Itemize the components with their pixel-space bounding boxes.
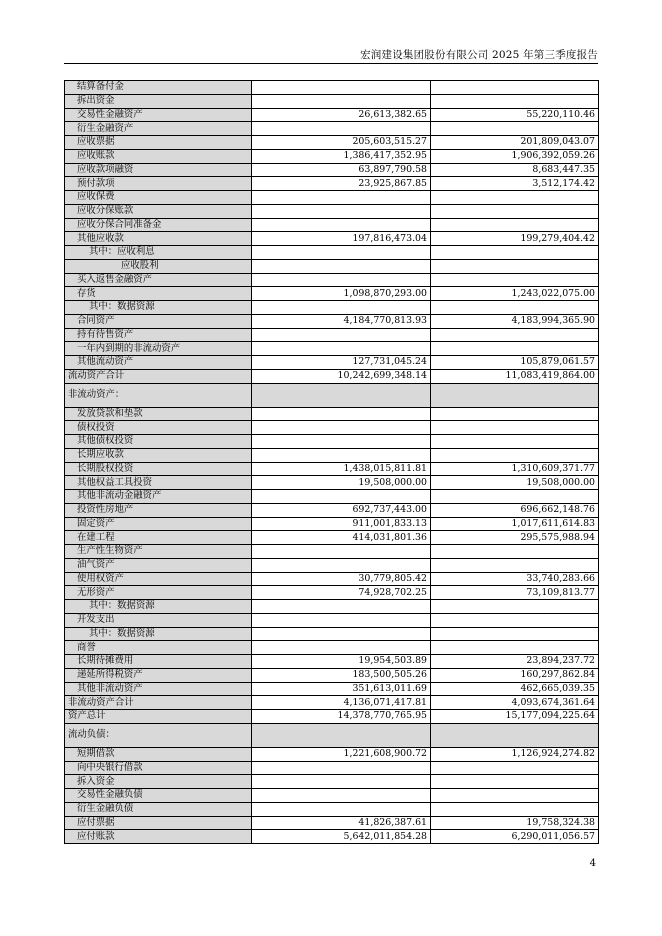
table-row	[65, 259, 599, 273]
table-row	[65, 204, 599, 218]
table-row	[65, 816, 599, 830]
row-label: 长期应收款	[65, 448, 252, 462]
row-label: 其他应收款	[65, 232, 252, 246]
row-value-current	[252, 627, 431, 641]
row-label: 开发支出	[65, 613, 252, 627]
row-value-prior	[431, 641, 599, 655]
row-value-prior: 1,906,392,059.26	[431, 149, 599, 163]
row-value-prior	[431, 383, 599, 407]
row-value-current	[252, 191, 431, 205]
table-row	[65, 545, 599, 559]
row-label: 其他权益工具投资	[65, 476, 252, 490]
row-label: 短期借款	[65, 747, 252, 761]
table-row	[65, 531, 599, 545]
row-value-prior	[431, 761, 599, 775]
table-row	[65, 383, 599, 407]
row-value-current: 4,184,770,813.93	[252, 314, 431, 328]
row-label: 债权投资	[65, 421, 252, 435]
row-value-prior: 1,310,609,371.77	[431, 462, 599, 476]
row-label: 应收分保合同准备金	[65, 218, 252, 232]
row-label: 应收保费	[65, 191, 252, 205]
row-label: 存货	[65, 287, 252, 301]
row-label: 固定资产	[65, 517, 252, 531]
row-value-current	[252, 328, 431, 342]
row-value-prior	[431, 273, 599, 287]
table-row	[65, 476, 599, 490]
row-label: 合同资产	[65, 314, 252, 328]
row-value-current: 63,897,790.58	[252, 163, 431, 177]
table-row	[65, 191, 599, 205]
row-label: 预付款项	[65, 177, 252, 191]
row-value-current	[252, 613, 431, 627]
row-value-prior: 462,665,039.35	[431, 682, 599, 696]
row-value-prior	[431, 342, 599, 356]
row-value-prior	[431, 789, 599, 803]
row-value-current: 197,816,473.04	[252, 232, 431, 246]
row-label: 流动负债：	[65, 723, 252, 747]
header-divider	[64, 63, 598, 64]
row-value-prior	[431, 723, 599, 747]
row-value-prior: 19,758,324.38	[431, 816, 599, 830]
row-value-current	[252, 342, 431, 356]
row-value-current	[252, 448, 431, 462]
table-row	[65, 273, 599, 287]
table-row	[65, 94, 599, 108]
row-value-current: 19,954,503.89	[252, 655, 431, 669]
row-value-current	[252, 490, 431, 504]
row-value-current	[252, 641, 431, 655]
row-value-prior: 160,297,862.84	[431, 668, 599, 682]
row-value-prior	[431, 407, 599, 421]
table-row	[65, 586, 599, 600]
table-row	[65, 177, 599, 191]
row-value-prior: 295,575,988.94	[431, 531, 599, 545]
row-value-prior	[431, 802, 599, 816]
row-value-current	[252, 273, 431, 287]
row-label: 持有待售资产	[65, 328, 252, 342]
row-value-current: 74,928,702.25	[252, 586, 431, 600]
row-value-prior	[431, 94, 599, 108]
table-row	[65, 246, 599, 260]
row-label: 发放贷款和垫款	[65, 407, 252, 421]
row-label: 资产总计	[65, 710, 252, 724]
table-row	[65, 517, 599, 531]
row-value-current	[252, 600, 431, 614]
row-label: 应收票据	[65, 136, 252, 150]
row-label: 拆出资金	[65, 94, 252, 108]
row-value-prior	[431, 775, 599, 789]
row-value-current	[252, 421, 431, 435]
row-value-current: 26,613,382.65	[252, 108, 431, 122]
row-label: 其中：数据资源	[65, 627, 252, 641]
row-value-prior: 8,683,447.35	[431, 163, 599, 177]
row-value-prior: 4,093,674,361.64	[431, 696, 599, 710]
table-row	[65, 81, 599, 95]
page-number: 4	[589, 858, 596, 869]
row-label: 其他流动资产	[65, 356, 252, 370]
row-label: 买入返售金融资产	[65, 273, 252, 287]
table-row	[65, 696, 599, 710]
row-label: 其他非流动资产	[65, 682, 252, 696]
table-row	[65, 789, 599, 803]
row-value-prior: 696,662,148.76	[431, 503, 599, 517]
row-value-prior: 73,109,813.77	[431, 586, 599, 600]
row-value-prior	[431, 301, 599, 315]
row-label: 向中央银行借款	[65, 761, 252, 775]
row-value-prior	[431, 490, 599, 504]
row-value-prior	[431, 81, 599, 95]
row-label: 其中：应收利息	[65, 246, 252, 260]
table-row	[65, 407, 599, 421]
row-value-prior: 4,183,994,365.90	[431, 314, 599, 328]
row-value-prior	[431, 218, 599, 232]
table-row	[65, 218, 599, 232]
row-value-current: 1,438,015,811.81	[252, 462, 431, 476]
row-value-current	[252, 789, 431, 803]
row-value-current: 183,500,505.26	[252, 668, 431, 682]
row-value-current: 1,098,870,293.00	[252, 287, 431, 301]
table-row	[65, 163, 599, 177]
row-label: 一年内到期的非流动资产	[65, 342, 252, 356]
row-value-current	[252, 558, 431, 572]
table-row	[65, 342, 599, 356]
row-value-prior	[431, 435, 599, 449]
row-label: 油气资产	[65, 558, 252, 572]
row-value-prior	[431, 627, 599, 641]
row-value-prior: 1,126,924,274.82	[431, 747, 599, 761]
row-value-current	[252, 802, 431, 816]
row-value-current: 23,925,867.85	[252, 177, 431, 191]
row-value-current	[252, 218, 431, 232]
table-row	[65, 287, 599, 301]
table-row	[65, 301, 599, 315]
table-row	[65, 149, 599, 163]
balance-sheet-body	[65, 81, 599, 844]
row-label: 在建工程	[65, 531, 252, 545]
table-row	[65, 723, 599, 747]
row-value-current: 414,031,801.36	[252, 531, 431, 545]
row-label: 应付账款	[65, 830, 252, 844]
row-label: 使用权资产	[65, 572, 252, 586]
row-value-current: 10,242,699,348.14	[252, 369, 431, 383]
row-value-prior	[431, 613, 599, 627]
table-row	[65, 421, 599, 435]
row-value-current	[252, 204, 431, 218]
table-row	[65, 435, 599, 449]
row-value-prior	[431, 259, 599, 273]
table-row	[65, 655, 599, 669]
row-label: 商誉	[65, 641, 252, 655]
row-label: 应收分保账款	[65, 204, 252, 218]
row-value-current	[252, 723, 431, 747]
table-row	[65, 600, 599, 614]
table-row	[65, 747, 599, 761]
row-value-prior: 6,290,011,056.57	[431, 830, 599, 844]
row-value-prior: 33,740,283.66	[431, 572, 599, 586]
row-label: 应付票据	[65, 816, 252, 830]
row-value-prior: 55,220,110.46	[431, 108, 599, 122]
table-row	[65, 122, 599, 136]
row-value-current: 692,737,443.00	[252, 503, 431, 517]
report-header-title: 宏润建设集团股份有限公司 2025 年第三季度报告	[360, 49, 598, 61]
table-row	[65, 775, 599, 789]
row-value-prior: 23,894,237.72	[431, 655, 599, 669]
row-label: 其他非流动金融资产	[65, 490, 252, 504]
row-value-prior: 3,512,174.42	[431, 177, 599, 191]
table-row	[65, 462, 599, 476]
row-value-prior: 1,017,611,614.83	[431, 517, 599, 531]
row-value-current	[252, 407, 431, 421]
row-label: 长期股权投资	[65, 462, 252, 476]
row-value-prior: 199,279,404.42	[431, 232, 599, 246]
row-value-current	[252, 259, 431, 273]
row-label: 衍生金融资产	[65, 122, 252, 136]
row-label: 无形资产	[65, 586, 252, 600]
row-value-prior	[431, 448, 599, 462]
row-value-prior: 105,879,061.57	[431, 356, 599, 370]
table-row	[65, 369, 599, 383]
row-value-current: 351,613,011.69	[252, 682, 431, 696]
row-value-prior: 1,243,022,075.00	[431, 287, 599, 301]
row-value-prior: 15,177,094,225.64	[431, 710, 599, 724]
row-label: 流动资产合计	[65, 369, 252, 383]
row-label: 长期待摊费用	[65, 655, 252, 669]
table-row	[65, 572, 599, 586]
row-value-prior	[431, 204, 599, 218]
row-value-current: 911,001,833.13	[252, 517, 431, 531]
row-value-prior	[431, 191, 599, 205]
table-row	[65, 314, 599, 328]
table-row	[65, 668, 599, 682]
row-label: 递延所得税资产	[65, 668, 252, 682]
row-value-prior	[431, 328, 599, 342]
row-label: 生产性生物资产	[65, 545, 252, 559]
table-row	[65, 328, 599, 342]
row-value-current	[252, 383, 431, 407]
row-label: 其中：数据资源	[65, 301, 252, 315]
table-row	[65, 710, 599, 724]
row-label: 衍生金融负债	[65, 802, 252, 816]
row-value-current: 14,378,770,765.95	[252, 710, 431, 724]
row-value-prior	[431, 421, 599, 435]
row-value-current: 127,731,045.24	[252, 356, 431, 370]
row-value-current	[252, 435, 431, 449]
row-label: 应收股利	[65, 259, 252, 273]
balance-sheet-table	[64, 80, 599, 844]
row-value-current	[252, 761, 431, 775]
row-value-current	[252, 775, 431, 789]
table-row	[65, 232, 599, 246]
table-row	[65, 490, 599, 504]
row-label: 其中：数据资源	[65, 600, 252, 614]
row-value-current: 41,826,387.61	[252, 816, 431, 830]
row-value-prior: 11,083,419,864.00	[431, 369, 599, 383]
table-row	[65, 503, 599, 517]
row-value-current: 1,221,608,900.72	[252, 747, 431, 761]
row-label: 交易性金融负债	[65, 789, 252, 803]
table-row	[65, 627, 599, 641]
row-value-current	[252, 545, 431, 559]
row-value-prior	[431, 246, 599, 260]
table-row	[65, 761, 599, 775]
row-value-current: 205,603,515.27	[252, 136, 431, 150]
row-label: 其他债权投资	[65, 435, 252, 449]
row-value-current	[252, 122, 431, 136]
row-value-prior	[431, 545, 599, 559]
row-value-prior: 19,508,000.00	[431, 476, 599, 490]
row-value-current: 5,642,011,854.28	[252, 830, 431, 844]
table-row	[65, 356, 599, 370]
row-value-prior: 201,809,043.07	[431, 136, 599, 150]
row-value-prior	[431, 600, 599, 614]
row-value-current	[252, 81, 431, 95]
table-row	[65, 136, 599, 150]
row-label: 投资性房地产	[65, 503, 252, 517]
row-label: 拆入资金	[65, 775, 252, 789]
table-row	[65, 108, 599, 122]
row-label: 应收款项融资	[65, 163, 252, 177]
row-label: 交易性金融资产	[65, 108, 252, 122]
row-value-prior	[431, 558, 599, 572]
row-value-current	[252, 246, 431, 260]
row-label: 应收账款	[65, 149, 252, 163]
row-value-current	[252, 94, 431, 108]
row-label: 非流动资产：	[65, 383, 252, 407]
row-value-current	[252, 301, 431, 315]
table-row	[65, 830, 599, 844]
table-row	[65, 802, 599, 816]
table-row	[65, 682, 599, 696]
table-row	[65, 641, 599, 655]
row-value-current: 30,779,805.42	[252, 572, 431, 586]
table-row	[65, 558, 599, 572]
table-row	[65, 613, 599, 627]
row-value-prior	[431, 122, 599, 136]
row-value-current: 1,386,417,352.95	[252, 149, 431, 163]
row-value-current: 19,508,000.00	[252, 476, 431, 490]
row-value-current: 4,136,071,417.81	[252, 696, 431, 710]
row-label: 非流动资产合计	[65, 696, 252, 710]
table-row	[65, 448, 599, 462]
row-label: 结算备付金	[65, 81, 252, 95]
